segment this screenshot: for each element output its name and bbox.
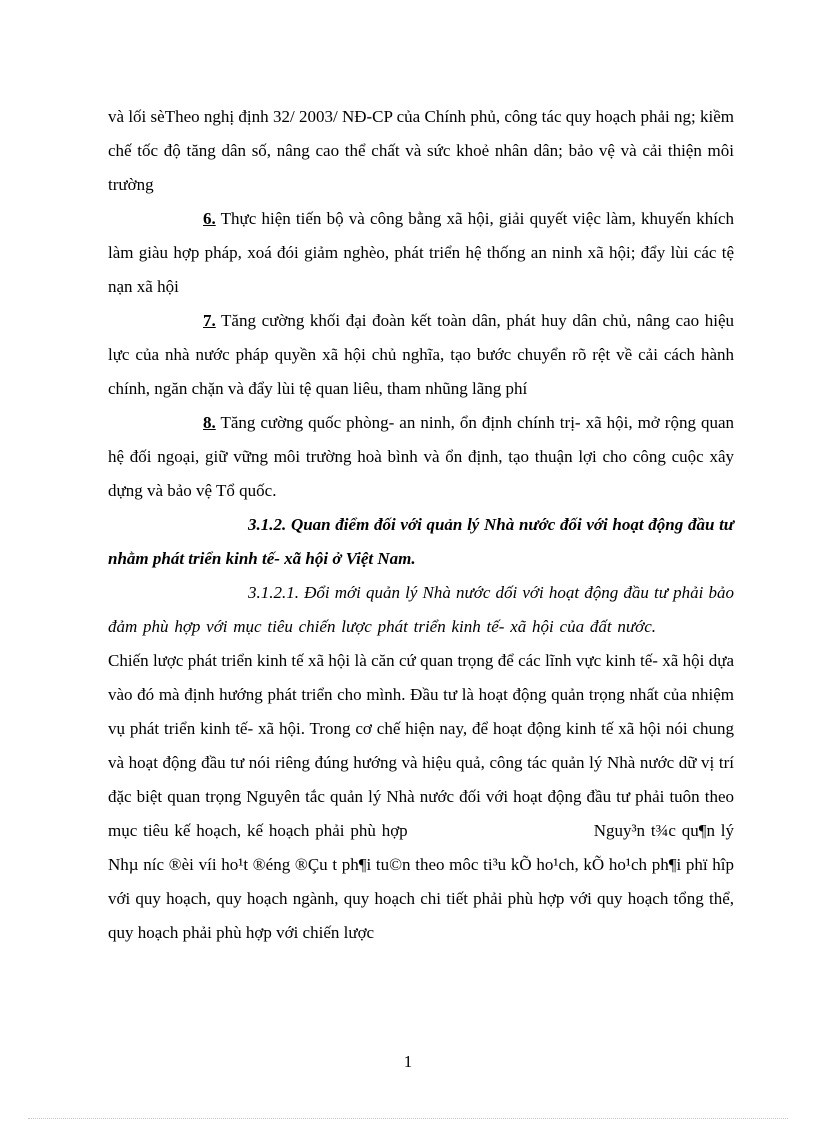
page-edge-divider [28,1118,788,1119]
page-number: 1 [403,1052,413,1071]
list-item-6 [108,202,734,304]
item-7-number: 7. [203,311,216,330]
item-6-number: 6. [203,209,216,228]
subsection-3-1-2-1 [108,576,734,950]
section-heading-3-1-2-text: 3.1.2. Quan điểm đối với quản lý Nhà nước đối với hoạt động đầu tư nhằm phát triển kinh tế- xã hội ở Việt Nam. [108,515,734,568]
garbled-encoding-text: Nguy³n t¾c qu¶n lý Nhµ níc ®èi víi ho¹t ®éng ®Çu t ph¶i tu©n theo môc ti³u kÕ ho¹ch, kÕ ho¹ch ph¶i phï hîp [108,821,734,874]
list-item-7 [108,304,734,406]
item-7-text: Tăng cường khối đại đoàn kết toàn dân, phát huy dân chủ, nâng cao hiệu lực của nhà nước pháp quyền xã hội chủ nghĩa, tạo bước chuyển rõ rệt về cải cách hành chính, ngăn chặn và đẩy lùi tệ quan liêu, tham nhũng lãng phí [108,311,734,398]
subsection-3-1-2-1-body-continued: với quy hoạch, quy hoạch ngành, quy hoạch chi tiết phải phù hợp với quy hoạch tổng thể, quy hoạch phải phù hợp với chiến lược [108,889,734,942]
subsection-3-1-2-1-heading: 3.1.2.1. Đổi mới quản lý Nhà nước dối với hoạt động đầu tư phải bảo đảm phù hợp với mục tiêu chiến lược phát triển kinh tế- xã hội của đất nước. [108,583,734,636]
item-8-text: Tăng cường quốc phòng- an ninh, ổn định chính trị- xã hội, mở rộng quan hệ đối ngoại, giữ vững môi trường hoà bình và ổn định, tạo thuận lợi cho công cuộc xây dựng và bảo vệ Tổ quốc. [108,413,734,500]
item-6-text: Thực hiện tiến bộ và công bằng xã hội, giải quyết việc làm, khuyến khích làm giàu hợp pháp, xoá đói giảm nghèo, phát triển hệ thống an ninh xã hội; đẩy lùi các tệ nạn xã hội [108,209,734,296]
paragraph-planning [108,100,734,202]
subsection-3-1-2-1-body: Chiến lược phát triển kinh tế xã hội là căn cứ quan trọng để các lĩnh vực kinh tế- xã hội dựa vào đó mà định hướng phát triển cho mình. Đầu tư là hoạt động quản trọng nhất của nhiệm vụ phát triển kinh tế- xã hội. Trong cơ chế hiện nay, để hoạt động kinh tế xã hội nói chung và hoạt động đầu tư nói riêng đúng hướng và hiệu quả, công tác quản lý Nhà nước dữ vị trí đặc biệt quan trọng Nguyên tắc quản lý Nhà nước đối với hoạt động đầu tư phải tuôn theo mục tiêu kế hoạch, kế hoạch phải phù hợp [108,651,734,840]
section-heading-3-1-2 [108,508,734,576]
item-8-number: 8. [203,413,216,432]
list-item-8 [108,406,734,508]
page-content [108,100,734,950]
paragraph-planning-text: và lối sèTheo nghị định 32/ 2003/ NĐ-CP của Chính phủ, công tác quy hoạch phải ng; kiềm chế tốc độ tăng dân số, nâng cao thể chất và sức khoẻ nhân dân; bảo vệ và cải thiện môi trường [108,107,734,194]
